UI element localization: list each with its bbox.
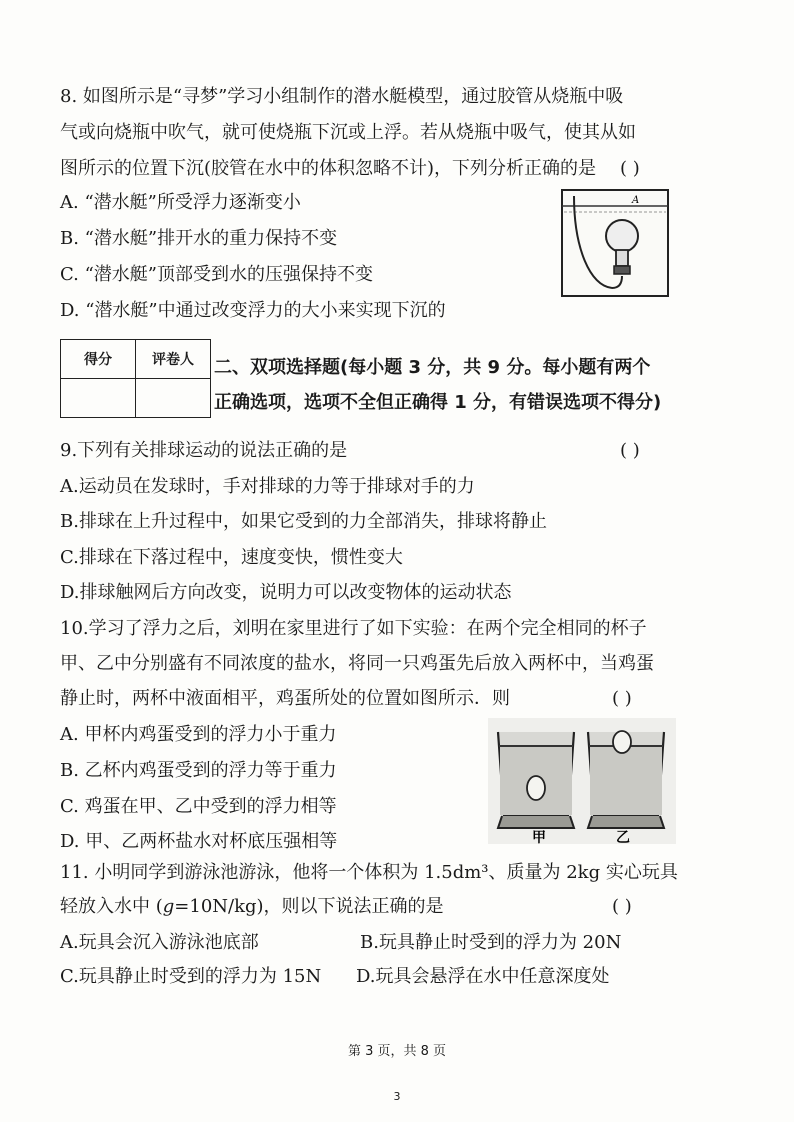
q8-option-a: A. “潜水艇”所受浮力逐渐变小: [60, 192, 301, 213]
q10-stem-line-2: 甲、乙中分别盛有不同浓度的盐水，将同一只鸡蛋先后放入两杯中，当鸡蛋: [60, 653, 654, 674]
q11-option-a: A.玩具会沉入游泳池底部: [60, 932, 259, 953]
q10-option-c: C. 鸡蛋在甲、乙中受到的浮力相等: [60, 796, 337, 817]
score-cell[interactable]: [61, 379, 136, 418]
q8-option-d: D. “潜水艇”中通过改变浮力的大小来实现下沉的: [60, 300, 446, 321]
grader-header: 评卷人: [136, 340, 211, 379]
q10-option-b: B. 乙杯内鸡蛋受到的浮力等于重力: [60, 760, 337, 781]
page-number: 3: [393, 1090, 401, 1103]
grader-cell[interactable]: [136, 379, 211, 418]
q8-option-c: C. “潜水艇”顶部受到水的压强保持不变: [60, 264, 373, 285]
q11-option-d: D.玩具会悬浮在水中任意深度处: [356, 966, 610, 987]
q10-stem-line-1: 10.学习了浮力之后，刘明在家里进行了如下实验：在两个完全相同的杯子: [60, 618, 647, 639]
q9-stem: 9.下列有关排球运动的说法正确的是: [60, 440, 348, 461]
q9-option-b: B.排球在上升过程中，如果它受到的力全部消失，排球将静止: [60, 511, 547, 532]
q10-answer-paren: ( ): [612, 688, 632, 709]
q9-answer-paren: ( ): [620, 440, 640, 461]
q10-option-a: A. 甲杯内鸡蛋受到的浮力小于重力: [60, 724, 337, 745]
q8-answer-paren: ( ): [620, 158, 640, 179]
q8-figure-label: A: [632, 195, 640, 206]
q8-option-b: B. “潜水艇”排开水的重力保持不变: [60, 228, 338, 249]
score-header: 得分: [61, 340, 136, 379]
egg-cups-figure: [488, 718, 676, 844]
label-yi: 乙: [616, 830, 630, 844]
section2-title-line-2: 正确选项，选项不全但正确得 1 分，有错误选项不得分): [214, 392, 662, 413]
q11-option-c: C.玩具静止时受到的浮力为 15N: [60, 966, 322, 987]
q11-g-symbol: g: [162, 896, 175, 917]
q11-stem-line-1: 11. 小明同学到游泳池游泳，他将一个体积为 1.5dm³、质量为 2kg 实心玩具: [60, 862, 678, 883]
q11-stem-line-2: [60, 894, 444, 920]
q8-stem-line-3: 图所示的位置下沉(胶管在水中的体积忽略不计)，下列分析正确的是: [60, 158, 597, 179]
q11-option-b: B.玩具静止时受到的浮力为 20N: [360, 932, 622, 953]
q8-stem-line-2: 气或向烧瓶中吹气，就可使烧瓶下沉或上浮。若从烧瓶中吸气，使其从如: [60, 122, 636, 143]
q11-stem-part-a: 轻放入水中 (: [60, 896, 163, 917]
q10-stem-line-3: 静止时，两杯中液面相平，鸡蛋所处的位置如图所示．则: [60, 688, 510, 709]
q11-answer-paren: ( ): [612, 896, 632, 917]
q11-stem-part-b: =10N/kg)，则以下说法正确的是: [174, 896, 444, 917]
section2-title-line-1: 二、双项选择题(每小题 3 分，共 9 分。每小题有两个: [214, 357, 651, 378]
q8-stem-line-1: 8. 如图所示是“寻梦”学习小组制作的潜水艇模型，通过胶管从烧瓶中吸: [60, 86, 624, 107]
submarine-flask-figure: [560, 188, 672, 300]
label-jia: 甲: [532, 830, 546, 844]
q9-option-d: D.排球触网后方向改变，说明力可以改变物体的运动状态: [60, 582, 512, 603]
q9-option-c: C.排球在下落过程中，速度变快，惯性变大: [60, 547, 403, 568]
q10-option-d: D. 甲、乙两杯盐水对杯底压强相等: [60, 831, 338, 852]
score-table: [60, 339, 211, 418]
q9-option-a: A.运动员在发球时，手对排球的力等于排球对手的力: [60, 476, 475, 497]
page-info-footer: 第 3 页，共 8 页: [347, 1044, 447, 1059]
